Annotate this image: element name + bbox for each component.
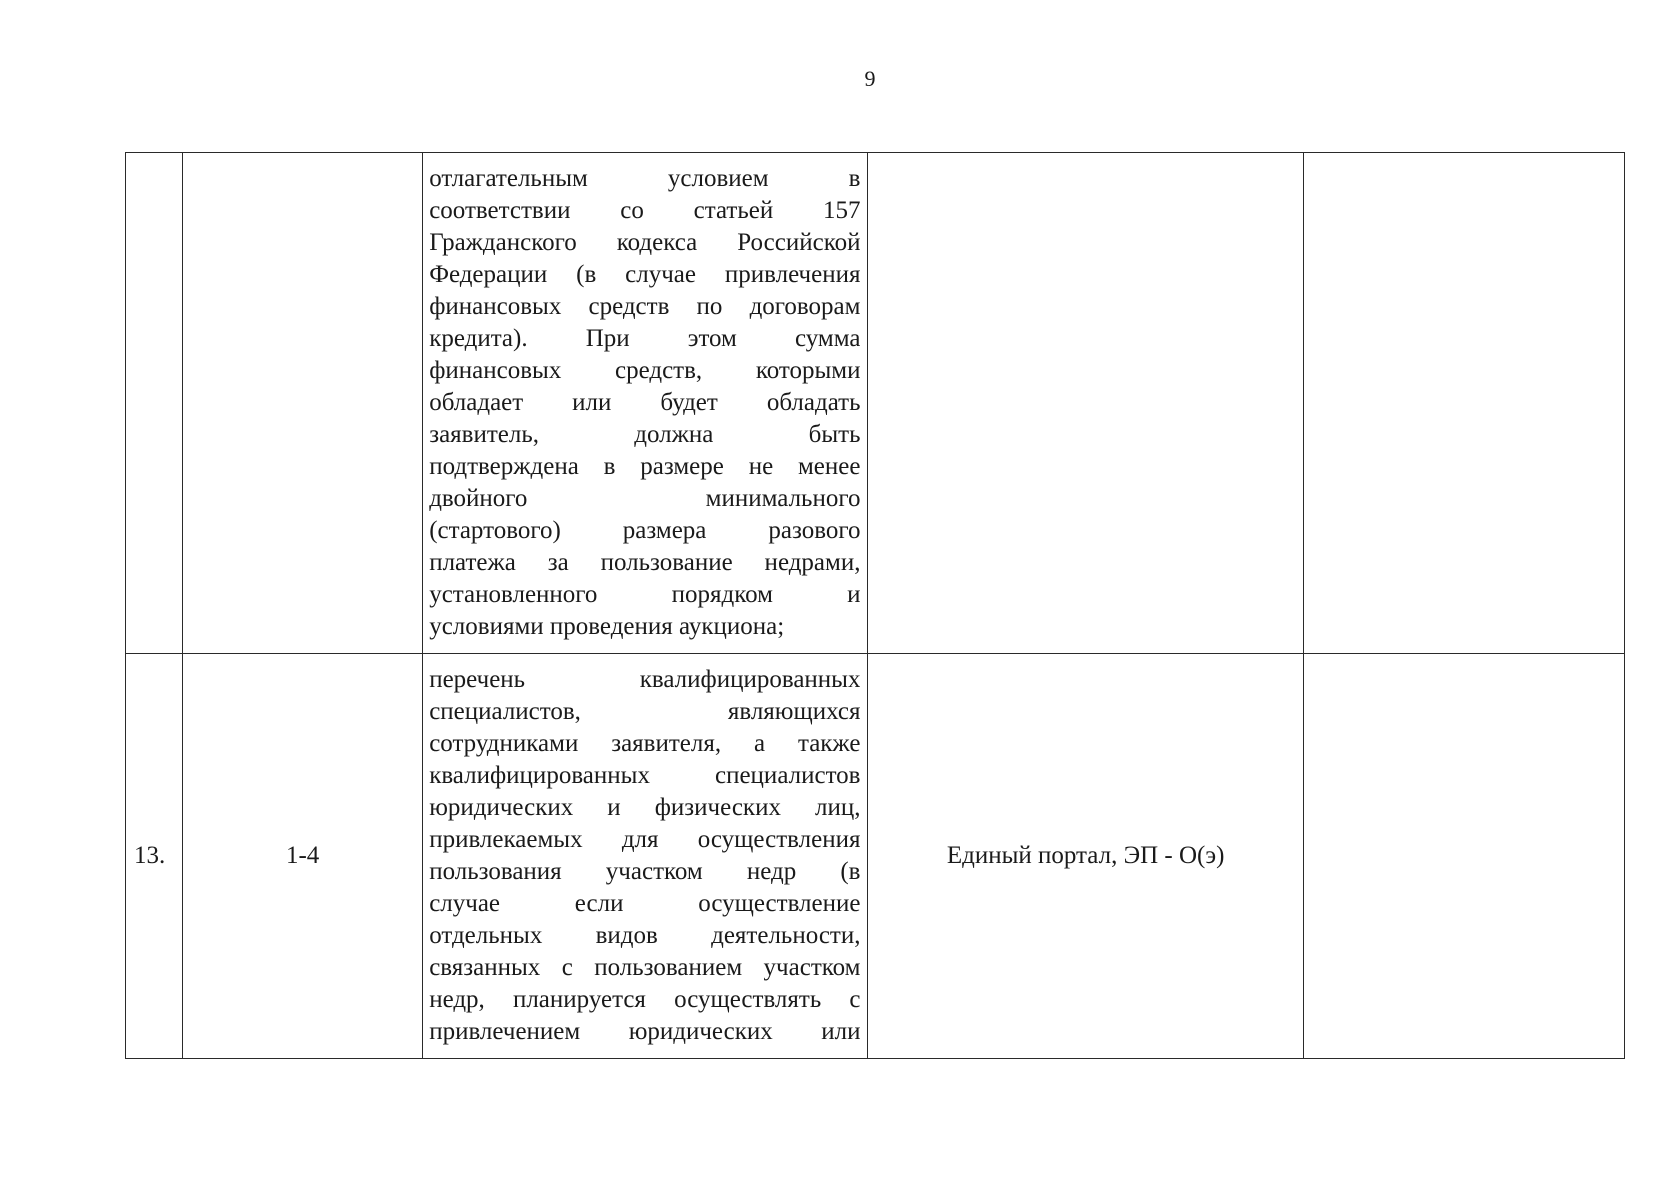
text-line: связанных с пользованием участком [429, 954, 861, 981]
text-line: Гражданского кодекса Российской [429, 229, 861, 256]
description-cell [423, 153, 868, 654]
text-line: перечень квалифицированных [429, 666, 861, 693]
extra-cell [1303, 654, 1624, 1059]
source-cell: Единый портал, ЭП - О(э) [868, 654, 1303, 1059]
text-line: специалистов, являющихся [429, 698, 861, 725]
description-cell [423, 654, 868, 1059]
text-line: (стартового) размера разового [429, 517, 861, 544]
row-number-cell: 13. [126, 654, 183, 1059]
extra-cell [1303, 153, 1624, 654]
text-line: установленного порядком и [429, 581, 861, 608]
code-cell: 1-4 [183, 654, 423, 1059]
text-line: случае если осуществление [429, 890, 861, 917]
page-number: 9 [864, 66, 876, 91]
text-line: заявитель, должна быть [429, 421, 861, 448]
text-line: платежа за пользование недрами, [429, 549, 861, 576]
text-line: сотрудниками заявителя, а также [429, 730, 861, 757]
text-line: условиями проведения аукциона; [429, 613, 785, 640]
text-line: финансовых средств, которыми [429, 357, 861, 384]
text-line: финансовых средств по договорам [429, 293, 861, 320]
source-cell [868, 153, 1303, 654]
text-line: Федерации (в случае привлечения [429, 261, 861, 288]
text-line: юридических и физических лиц, [429, 794, 861, 821]
text-line: привлекаемых для осуществления [429, 826, 861, 853]
text-line: подтверждена в размере не менее [429, 453, 861, 480]
document-table [125, 152, 1625, 1059]
table-row [126, 153, 1625, 654]
text-line: пользования участком недр (в [429, 858, 861, 885]
table-row [126, 654, 1625, 1059]
text-line: обладает или будет обладать [429, 389, 861, 416]
text-line: кредита). При этом сумма [429, 325, 861, 352]
text-line: соответствии со статьей 157 [429, 197, 861, 224]
text-line: двойного минимального [429, 485, 861, 512]
row-number-cell [126, 153, 183, 654]
text-line: недр, планируется осуществлять с [429, 986, 861, 1013]
text-line: привлечением юридических или [429, 1018, 861, 1045]
text-line: отлагательным условием в [429, 165, 861, 192]
text-line: отдельных видов деятельности, [429, 922, 861, 949]
code-cell [183, 153, 423, 654]
text-line: квалифицированных специалистов [429, 762, 861, 789]
